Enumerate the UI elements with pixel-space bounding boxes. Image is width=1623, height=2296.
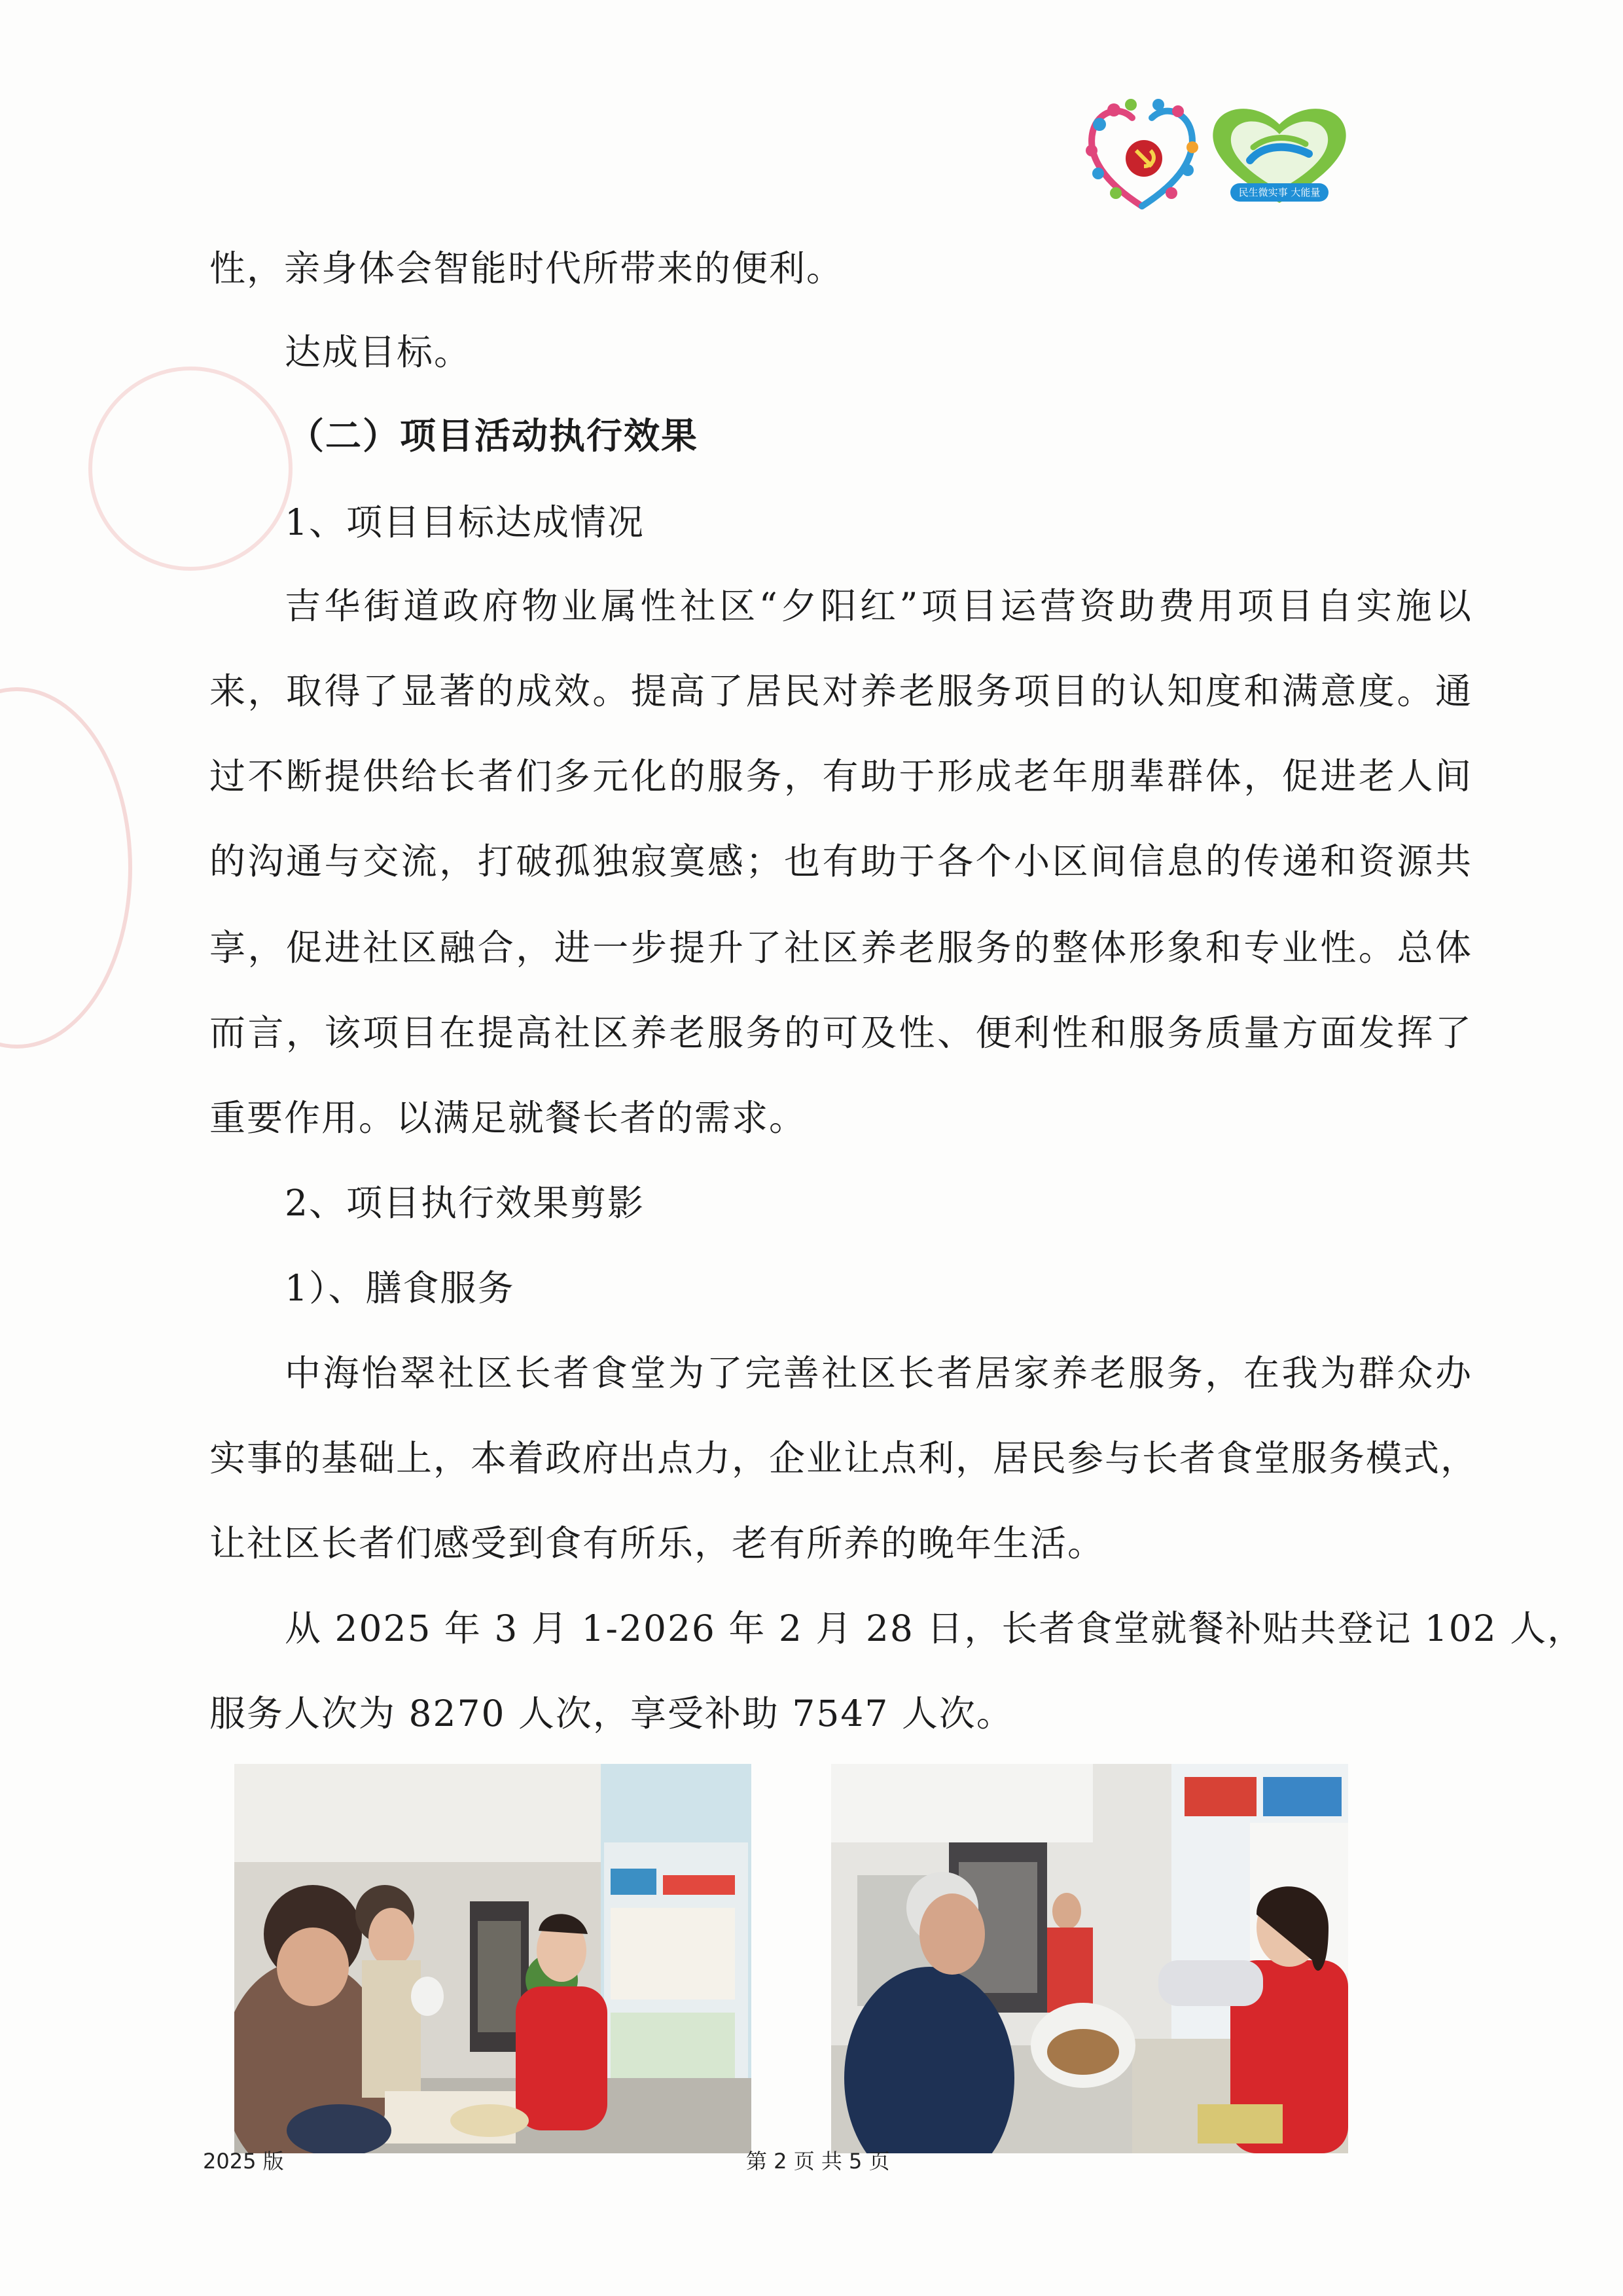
minsheng-heart-logo (1204, 98, 1355, 209)
party-heart-logo (1080, 85, 1204, 216)
paragraph-line: 重要作用。以满足就餐长者的需求。 (209, 1097, 807, 1139)
paragraph-line: 而言，该项目在提高社区养老服务的可及性、便利性和服务质量方面发挥了 (209, 1012, 1472, 1054)
paragraph-line: 让社区长者们感受到食有所乐，老有所养的晚年生活。 (209, 1522, 1105, 1564)
paragraph-line: 从 2025 年 3 月 1-2026 年 2 月 28 日，长者食堂就餐补贴共登记 102 人， (285, 1607, 1585, 1649)
paragraph-line: 过不断提供给长者们多元化的服务，有助于形成老年朋辈群体，促进老人间 (209, 755, 1472, 797)
paragraph-line: 享，促进社区融合，进一步提升了社区养老服务的整体形象和专业性。总体 (209, 927, 1472, 969)
paragraph-line: 的沟通与交流，打破孤独寂寞感；也有助于各个小区间信息的传递和资源共 (209, 840, 1472, 882)
paragraph-line: 服务人次为 8270 人次，享受补助 7547 人次。 (209, 1693, 1014, 1734)
heart-logo-caption: 民生微实事 大能量 (1238, 187, 1321, 198)
header-logos (1080, 85, 1355, 216)
red-seal-stamp (88, 367, 293, 571)
red-seal-stamp-edge (0, 687, 132, 1049)
footer-edition: 2025 版 (203, 2149, 284, 2174)
section-heading: （二）项目活动执行效果 (288, 415, 699, 457)
canteen-photo-2 (831, 1764, 1348, 2153)
paragraph-line: 性，亲身体会智能时代所带来的便利。 (209, 247, 844, 289)
subsection-heading: 1、项目目标达成情况 (285, 501, 645, 543)
paragraph-line: 实事的基础上，本着政府出点力，企业让点利，居民参与长者食堂服务模式， (209, 1437, 1478, 1479)
paragraph-line: 达成目标。 (285, 331, 472, 373)
canteen-photo-1 (234, 1764, 751, 2153)
paragraph-line: 中海怡翠社区长者食堂为了完善社区长者居家养老服务，在我为群众办 (285, 1352, 1472, 1394)
subsection-heading: 1）、膳食服务 (285, 1267, 515, 1309)
subsection-heading: 2、项目执行效果剪影 (285, 1182, 645, 1224)
paragraph-line: 吉华街道政府物业属性社区“夕阳红”项目运营资助费用项目自实施以 (285, 585, 1472, 627)
paragraph-line: 来，取得了显著的成效。提高了居民对养老服务项目的认知度和满意度。通 (209, 670, 1472, 712)
footer-page-number: 第 2 页 共 5 页 (746, 2149, 890, 2174)
